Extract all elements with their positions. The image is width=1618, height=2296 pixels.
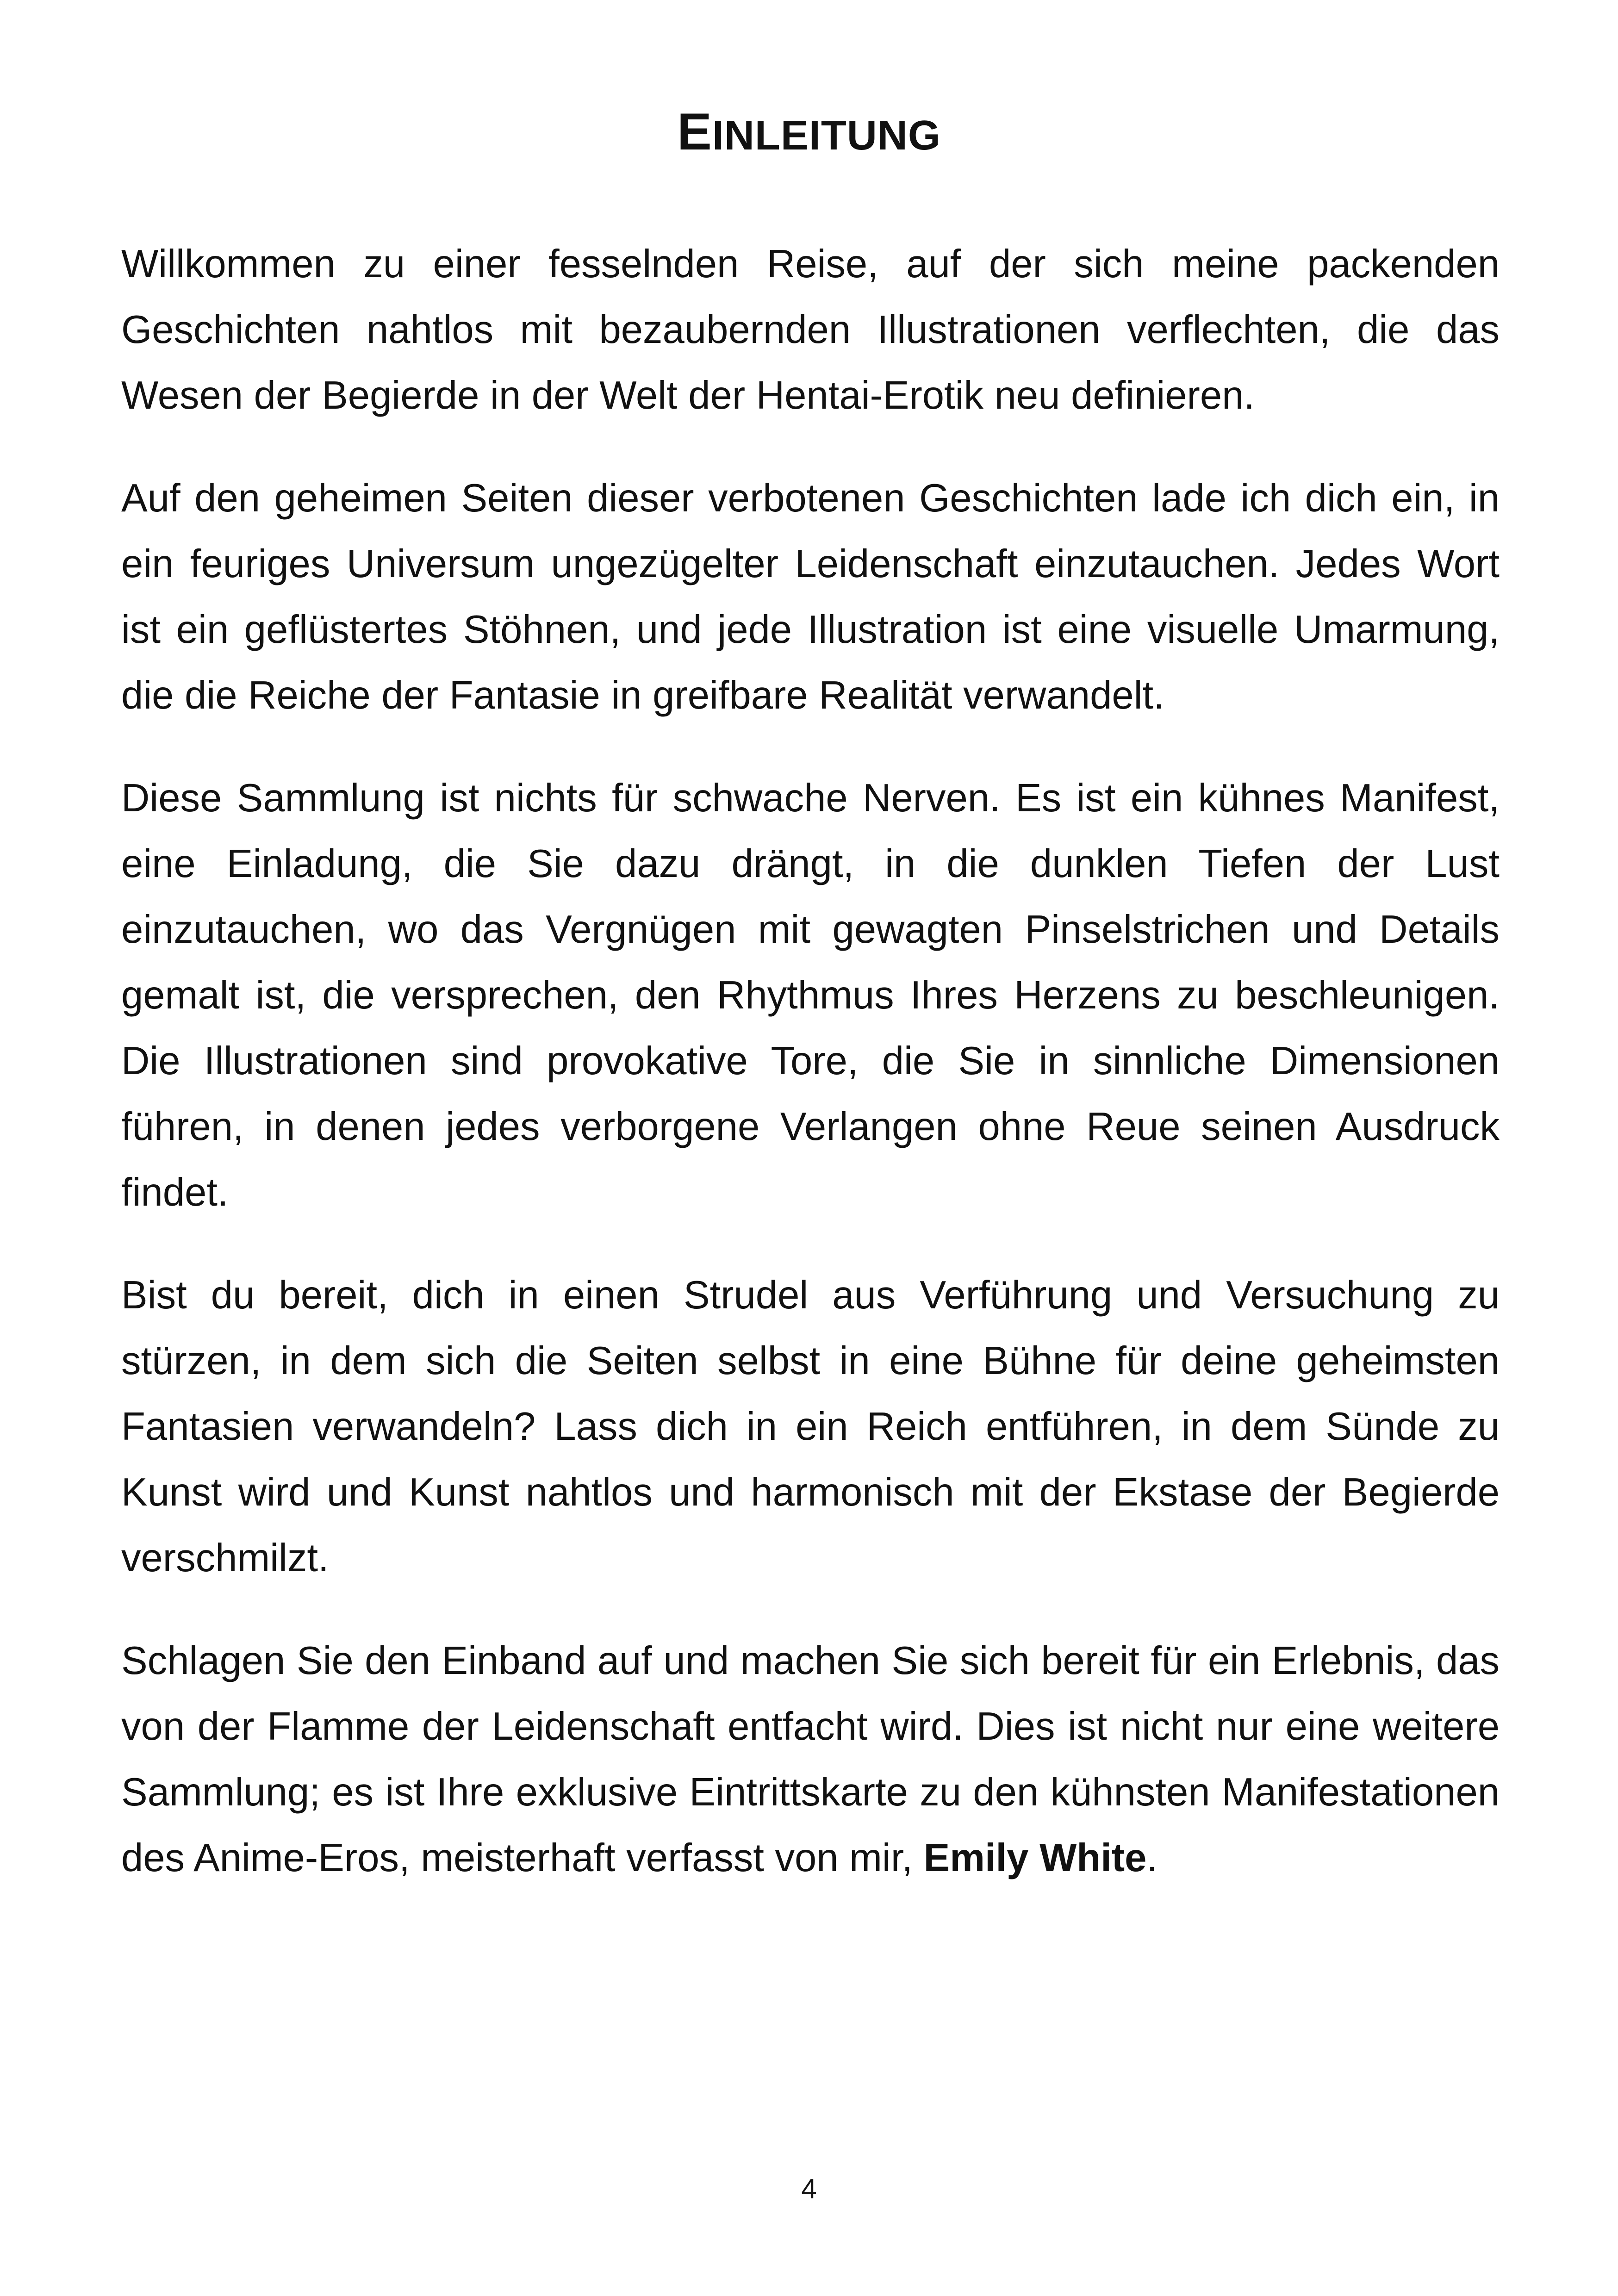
paragraph-1: Willkommen zu einer fesselnden Reise, auf der sich meine packenden Geschichten nahtlos mit bezaubernden Illustrationen verflechten, die das Wesen der Begierde in der Welt der Hentai-Erotik neu definieren. (121, 242, 1500, 417)
author-name: Emily White (923, 1836, 1147, 1880)
title-rest: INLEITUNG (712, 112, 941, 159)
paragraph-2: Auf den geheimen Seiten dieser verbotenen Geschichten lade ich dich ein, in ein feuriges Universum ungezügelter Leidenschaft einzutauchen. Jedes Wort ist ein geflüstertes Stöhnen, und jede Illustration ist eine visuelle Umarmung, die die Reiche der Fantasie in greifbare Realität verwandelt. (121, 476, 1500, 717)
title-first-letter: E (677, 103, 712, 161)
paragraph-5 (121, 1628, 1500, 1891)
paragraph-5-end: . (1146, 1836, 1158, 1880)
paragraph-3: Diese Sammlung ist nichts für schwache Nerven. Es ist ein kühnes Manifest, eine Einladung, die Sie dazu drängt, in die dunklen Tiefen der Lust einzutauchen, wo das Vergnügen mit gewagten Pinselstrichen und Details gemalt ist, die versprechen, den Rhythmus Ihres Herzens zu beschleunigen. Die Illustrationen sind provokative Tore, die Sie in sinnliche Dimensionen führen, in denen jedes verborgene Verlangen ohne Reue seinen Ausdruck findet. (121, 776, 1500, 1214)
paragraph-5-text: Schlagen Sie den Einband auf und machen Sie sich bereit für ein Erlebnis, das von der Flamme der Leidenschaft entfacht wird. Dies ist nicht nur eine weitere Sammlung; es ist Ihre exklusive Eintrittskarte zu den kühnsten Manifestationen des Anime-Eros, meisterhaft verfasst von mir, (121, 1639, 1500, 1880)
body-text (121, 231, 1500, 1928)
paragraph-4: Bist du bereit, dich in einen Strudel aus Verführung und Versuchung zu stürzen, in dem sich die Seiten selbst in eine Bühne für deine geheimsten Fantasien verwandeln? Lass dich in ein Reich entführen, in dem Sünde zu Kunst wird und Kunst nahtlos und harmonisch mit der Ekstase der Begierde verschmilzt. (121, 1273, 1500, 1580)
page-number: 4 (801, 2173, 817, 2204)
page-title (0, 100, 1618, 168)
